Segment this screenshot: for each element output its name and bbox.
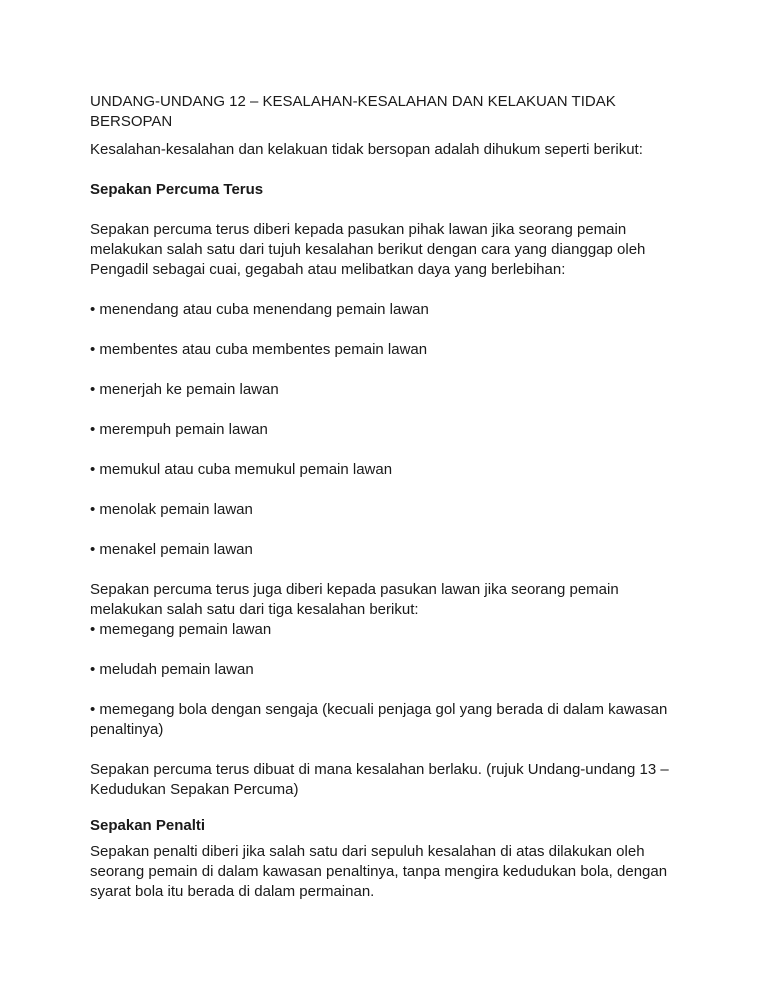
section2-paragraph-1: Sepakan penalti diberi jika salah satu dari sepuluh kesalahan di atas dilakukan oleh seorang pemain di dalam kawasan penaltinya, tanpa mengira kedudukan bola, dengan syarat bola itu berada di dalam permainan. xyxy=(90,843,668,900)
bullet-item: • menolak pemain lawan xyxy=(90,501,253,518)
section1-paragraph-2: Sepakan percuma terus juga diberi kepada pasukan lawan jika seorang pemain melakukan salah satu dari tiga kesalahan berikut: xyxy=(90,581,619,618)
document-heading: UNDANG-UNDANG 12 – KESALAHAN-KESALAHAN DAN KELAKUAN TIDAK BERSOPAN xyxy=(90,93,616,130)
bullet-item: • menendang atau cuba menendang pemain lawan xyxy=(90,301,429,318)
section1-paragraph-1: Sepakan percuma terus diberi kepada pasukan pihak lawan jika seorang pemain melakukan salah satu dari tujuh kesalahan berikut dengan cara yang dianggap oleh Pengadil sebagai cuai, gegabah atau melibatkan daya yang berlebihan: xyxy=(90,221,646,278)
bullet-item: • meludah pemain lawan xyxy=(90,661,254,678)
bullet-item: • menerjah ke pemain lawan xyxy=(90,381,279,398)
document-page xyxy=(90,92,690,902)
bullet-item: • menakel pemain lawan xyxy=(90,541,253,558)
section1-paragraph-3: Sepakan percuma terus dibuat di mana kesalahan berlaku. (rujuk Undang-undang 13 – Kedudukan Sepakan Percuma) xyxy=(90,761,669,798)
bullet-item: • memegang bola dengan sengaja (kecuali penjaga gol yang berada di dalam kawasan penaltinya) xyxy=(90,701,668,738)
intro-paragraph: Kesalahan-kesalahan dan kelakuan tidak bersopan adalah dihukum seperti berikut: xyxy=(90,141,643,158)
section-title-sepakan-percuma-terus: Sepakan Percuma Terus xyxy=(90,181,264,198)
bullet-item: • merempuh pemain lawan xyxy=(90,421,268,438)
bullet-item: • memegang pemain lawan xyxy=(90,621,272,638)
bullet-item: • membentes atau cuba membentes pemain lawan xyxy=(90,341,428,358)
bullet-item: • memukul atau cuba memukul pemain lawan xyxy=(90,461,393,478)
section-title-sepakan-penalti: Sepakan Penalti xyxy=(90,817,206,834)
